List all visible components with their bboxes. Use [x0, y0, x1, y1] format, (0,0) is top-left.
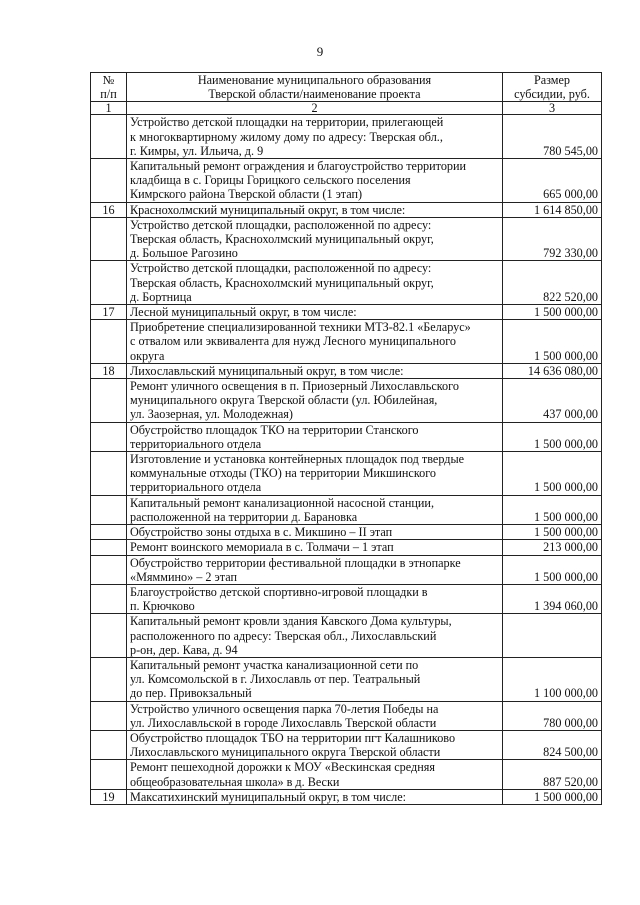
table-row [91, 320, 602, 364]
header-num [91, 73, 127, 102]
table-row [91, 540, 602, 555]
row-number-cell [91, 540, 127, 555]
header-amount-label: Размер субсидии, руб. [514, 73, 590, 102]
table-row [91, 217, 602, 261]
project-name-cell: Устройство детской площадки, расположенной по адресу: Тверская область, Краснохолмский муниципальный округ, д. Бортница [127, 261, 503, 305]
header-name-label: Наименование муниципального образования Тверской области/наименование проекта [197, 73, 432, 102]
project-name-cell: Ремонт пешеходной дорожки к МОУ «Вескинская средняя общеобразовательная школа» в д. Вески [127, 760, 503, 789]
project-name-cell: Обустройство площадок ТБО на территории пгт Калашниково Лихославльского муниципального округа Тверской области [127, 730, 503, 759]
header-amount [503, 73, 602, 102]
project-name-cell: Устройство уличного освещения парка 70-летия Победы на ул. Лихославльской в городе Лихославль Тверской области [127, 701, 503, 730]
row-number-cell [91, 422, 127, 451]
subsidy-amount-cell: 1 500 000,00 [503, 452, 602, 496]
row-number-cell [91, 452, 127, 496]
column-index: 2 [127, 102, 503, 115]
project-name-cell: Изготовление и установка контейнерных площадок под твердые коммунальные отходы (ТКО) на территории Микшинского территориального отдела [127, 452, 503, 496]
column-index: 1 [91, 102, 127, 115]
row-number-cell: 17 [91, 305, 127, 320]
table-row [91, 730, 602, 759]
row-number-cell [91, 730, 127, 759]
subsidy-amount-cell: 1 500 000,00 [503, 422, 602, 451]
project-name-cell: Капитальный ремонт ограждения и благоустройство территории кладбища в с. Горицы Горицкого сельского поселения Кимрского района Тверской области (1 этап) [127, 159, 503, 203]
table-row [91, 115, 602, 159]
table-row [91, 159, 602, 203]
row-number-cell [91, 495, 127, 524]
table-row [91, 495, 602, 524]
project-name-cell: Устройство детской площадки на территории, прилегающей к многоквартирному жилому дому по адресу: Тверская обл., г. Кимры, ул. Ильича, д. 9 [127, 115, 503, 159]
subsidy-amount-cell: 1 500 000,00 [503, 555, 602, 584]
column-index-row [91, 102, 602, 115]
row-number-cell [91, 379, 127, 423]
table-header-row [91, 73, 602, 102]
subsidy-amount-cell: 1 100 000,00 [503, 657, 602, 701]
subsidy-amount-cell: 437 000,00 [503, 379, 602, 423]
table-row [91, 422, 602, 451]
row-number-cell [91, 217, 127, 261]
subsidy-table [90, 72, 602, 805]
project-name-cell: Лесной муниципальный округ, в том числе: [127, 305, 503, 320]
table-row [91, 202, 602, 217]
column-index: 3 [503, 102, 602, 115]
project-name-cell: Обустройство площадок ТКО на территории Станского территориального отдела [127, 422, 503, 451]
subsidy-amount-cell: 792 330,00 [503, 217, 602, 261]
row-number-cell [91, 614, 127, 658]
project-name-cell: Капитальный ремонт канализационной насосной станции, расположенной на территории д. Барановка [127, 495, 503, 524]
table-body [91, 115, 602, 805]
project-name-cell: Максатихинский муниципальный округ, в том числе: [127, 789, 503, 804]
subsidy-amount-cell: 780 000,00 [503, 701, 602, 730]
row-number-cell [91, 159, 127, 203]
row-number-cell: 18 [91, 363, 127, 378]
project-name-cell: Благоустройство детской спортивно-игровой площадки в п. Крючково [127, 584, 503, 613]
row-number-cell [91, 320, 127, 364]
subsidy-amount-cell: 1 500 000,00 [503, 305, 602, 320]
project-name-cell: Краснохолмский муниципальный округ, в том числе: [127, 202, 503, 217]
row-number-cell: 16 [91, 202, 127, 217]
table-row [91, 584, 602, 613]
row-number-cell [91, 701, 127, 730]
table-row [91, 363, 602, 378]
row-number-cell [91, 555, 127, 584]
subsidy-amount-cell: 1 500 000,00 [503, 789, 602, 804]
row-number-cell [91, 525, 127, 540]
project-name-cell: Обустройство территории фестивальной площадки в этнопарке «Мяммино» – 2 этап [127, 555, 503, 584]
project-name-cell: Капитальный ремонт участка канализационной сети по ул. Комсомольской в г. Лихославль от пер. Театральный до пер. Привокзальный [127, 657, 503, 701]
row-number-cell [91, 261, 127, 305]
subsidy-amount-cell: 887 520,00 [503, 760, 602, 789]
subsidy-amount-cell: 780 545,00 [503, 115, 602, 159]
project-name-cell: Лихославльский муниципальный округ, в том числе: [127, 363, 503, 378]
row-number-cell [91, 657, 127, 701]
table-row [91, 452, 602, 496]
subsidy-amount-cell: 665 000,00 [503, 159, 602, 203]
subsidy-amount-cell: 1 500 000,00 [503, 495, 602, 524]
header-num-label: № п/п [100, 73, 117, 102]
subsidy-amount-cell: 1 500 000,00 [503, 525, 602, 540]
page-number: 9 [316, 44, 324, 59]
project-name-cell: Устройство детской площадки, расположенной по адресу: Тверская область, Краснохолмский муниципальный округ, д. Большое Рагозино [127, 217, 503, 261]
row-number-cell [91, 584, 127, 613]
subsidy-amount-cell: 1 394 060,00 [503, 584, 602, 613]
header-name [127, 73, 503, 102]
project-name-cell: Приобретение специализированной техники МТЗ-82.1 «Беларус» с отвалом или эквивалента для нужд Лесного муниципального округа [127, 320, 503, 364]
table-row [91, 657, 602, 701]
table-row [91, 701, 602, 730]
project-name-cell: Капитальный ремонт кровли здания Кавского Дома культуры, расположенного по адресу: Тверская обл., Лихославльский р-он, дер. Кава, д. 94 [127, 614, 503, 658]
table-row [91, 760, 602, 789]
row-number-cell: 19 [91, 789, 127, 804]
subsidy-amount-cell [503, 614, 602, 658]
table-row [91, 525, 602, 540]
table-row [91, 555, 602, 584]
table-row [91, 614, 602, 658]
project-name-cell: Обустройство зоны отдыха в с. Микшино – II этап [127, 525, 503, 540]
table-row [91, 261, 602, 305]
row-number-cell [91, 760, 127, 789]
subsidy-amount-cell: 1 614 850,00 [503, 202, 602, 217]
subsidy-amount-cell: 213 000,00 [503, 540, 602, 555]
subsidy-amount-cell: 1 500 000,00 [503, 320, 602, 364]
project-name-cell: Ремонт воинского мемориала в с. Толмачи – 1 этап [127, 540, 503, 555]
row-number-cell [91, 115, 127, 159]
project-name-cell: Ремонт уличного освещения в п. Приозерный Лихославльского муниципального округа Тверской области (ул. Юбилейная, ул. Заозерная, ул. Молодежная) [127, 379, 503, 423]
subsidy-amount-cell: 822 520,00 [503, 261, 602, 305]
subsidy-amount-cell: 14 636 080,00 [503, 363, 602, 378]
table-row [91, 305, 602, 320]
subsidy-amount-cell: 824 500,00 [503, 730, 602, 759]
table-row [91, 789, 602, 804]
table-row [91, 379, 602, 423]
